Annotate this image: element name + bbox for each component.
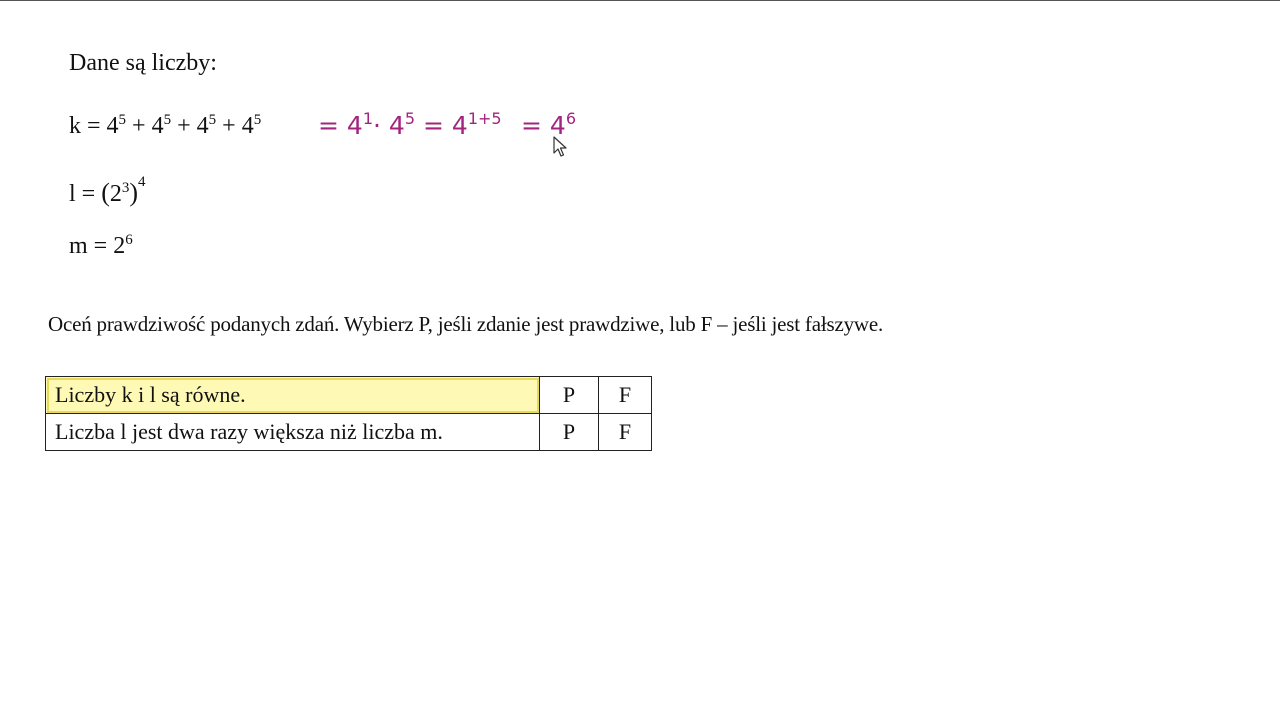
true-false-table [45,376,652,451]
intro-text: Dane są liczby: [69,50,217,76]
m-lhs: m = [69,233,108,259]
handwritten-step-1: = $4^1\cdot 4^5$ [318,109,415,140]
statement-cell: Liczby k i l są równe. [46,377,540,414]
handwritten-step-3: = $4^6$ [521,109,576,140]
plus-sign: + [177,113,191,139]
l-power: $(2^3)^4$ [101,174,146,207]
l-lhs: l = [69,181,96,207]
option-p-cell[interactable]: P [540,377,599,414]
equation-m [69,234,133,258]
top-border [0,0,1280,1]
k-lhs: k = [69,113,101,139]
option-f-cell[interactable]: F [599,377,652,414]
option-f-cell[interactable]: F [599,414,652,451]
option-p-cell[interactable]: P [540,414,599,451]
plus-sign: + [132,113,146,139]
k-term-3: $4^5$ [196,112,217,139]
k-term-1: $4^5$ [106,112,127,139]
k-term-4: $4^5$ [241,112,262,139]
plus-sign: + [222,113,236,139]
m-power: $2^6$ [113,232,133,259]
instruction-text: Oceń prawdziwość podanych zdań. Wybierz P, jeśli zdanie jest prawdziwe, lub F – jeśli jest fałszywe. [48,312,884,336]
statement-cell: Liczba l jest dwa razy większa niż liczba m. [46,414,540,451]
table-row [46,377,652,414]
handwritten-step-2: = $4^{1+5}$ [423,109,502,140]
mouse-cursor-icon [553,136,567,158]
k-term-2: $4^5$ [151,112,172,139]
equation-k [69,114,261,138]
equation-l [69,174,146,207]
table-row [46,414,652,451]
